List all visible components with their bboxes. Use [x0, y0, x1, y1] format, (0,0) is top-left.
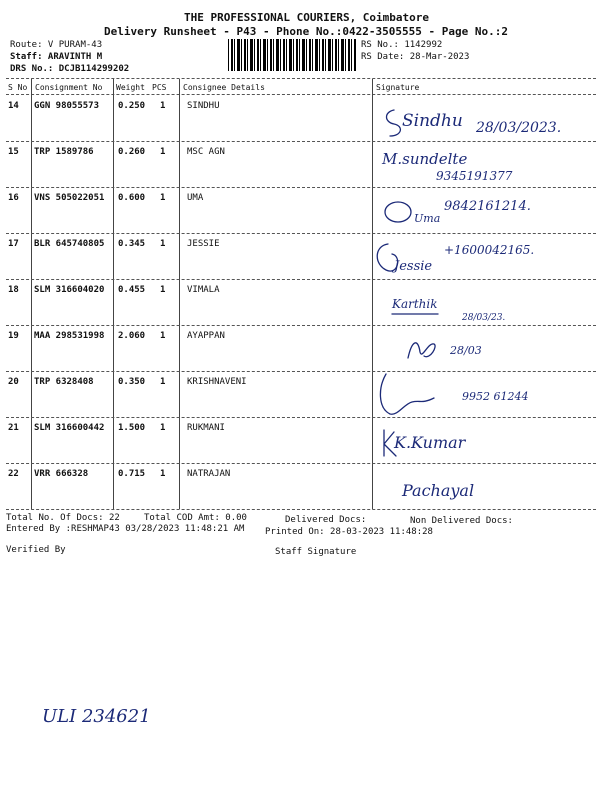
row-sno: 20	[8, 377, 19, 387]
signature-row-20	[376, 368, 590, 418]
row-weight: 0.250	[118, 101, 146, 111]
signature-note: 28/03/2023.	[476, 120, 562, 136]
column-divider	[31, 79, 32, 509]
row-sno: 14	[8, 101, 19, 111]
row-consignment-no: TRP 1589786	[34, 147, 94, 157]
company-title: THE PROFESSIONAL COURIERS, Coimbatore	[184, 11, 430, 24]
row-sno: 17	[8, 239, 19, 249]
signature-name: Pachayal	[402, 481, 475, 500]
signature-note: +1600042165.	[444, 243, 535, 257]
signature-note: 9952 61244	[462, 390, 529, 403]
total-cod-amount: Total COD Amt: 0.00	[144, 513, 247, 523]
row-pcs: 1	[160, 377, 166, 387]
row-weight: 1.500	[118, 423, 146, 433]
row-divider	[6, 141, 596, 142]
row-consignee: SINDHU	[187, 101, 220, 111]
signature-row-18	[390, 284, 590, 326]
row-sno: 21	[8, 423, 19, 433]
row-consignee: RUKMANI	[187, 423, 225, 433]
non-delivered-docs: Non Delivered Docs:	[410, 516, 513, 526]
row-pcs: 1	[160, 285, 166, 295]
col-header-consignee: Consignee Details	[183, 83, 265, 92]
row-weight: 0.350	[118, 377, 146, 387]
row-consignment-no: VRR 666328	[34, 469, 89, 479]
row-sno: 16	[8, 193, 19, 203]
row-weight: 0.455	[118, 285, 146, 295]
row-sno: 22	[8, 469, 19, 479]
signature-row-22	[400, 466, 590, 510]
table-top-divider	[6, 78, 596, 79]
row-pcs: 1	[160, 101, 166, 111]
row-consignee: AYAPPAN	[187, 331, 225, 341]
signature-name: Sindhu	[402, 111, 463, 131]
row-pcs: 1	[160, 423, 166, 433]
signature-row-14	[380, 98, 590, 140]
printed-on: Printed On: 28-03-2023 11:48:28	[265, 527, 433, 537]
col-header-pcs: PCS	[152, 83, 167, 92]
handwritten-note	[40, 696, 200, 732]
route-label: Route: V PURAM-43	[10, 40, 103, 50]
col-header-sno: S No	[8, 83, 28, 92]
rs-date: RS Date: 28-Mar-2023	[361, 52, 470, 62]
row-sno: 19	[8, 331, 19, 341]
signature-note: 28/03/23.	[462, 313, 506, 323]
row-consignment-no: BLR 645740805	[34, 239, 105, 249]
signature-name: Jessie	[394, 259, 433, 274]
signature-row-15	[380, 144, 590, 186]
column-divider	[113, 79, 114, 509]
row-consignment-no: SLM 316604020	[34, 285, 105, 295]
row-consignee: VIMALA	[187, 285, 220, 295]
drs-number: DRS No.: DCJB114299202	[10, 64, 130, 74]
verified-by: Verified By	[6, 545, 66, 555]
row-consignee: KRISHNAVENI	[187, 377, 247, 387]
col-header-weight: Weight	[116, 83, 145, 92]
signature-row-17	[372, 236, 590, 278]
table-header-divider	[6, 94, 596, 95]
row-consignee: UMA	[187, 193, 204, 203]
row-consignment-no: GGN 98055573	[34, 101, 100, 111]
row-weight: 0.260	[118, 147, 146, 157]
row-pcs: 1	[160, 239, 166, 249]
row-divider	[6, 187, 596, 188]
col-header-signature: Signature	[376, 83, 420, 92]
runsheet-subtitle: Delivery Runsheet - P43 - Phone No.:0422-3505555 - Page No.:2	[104, 25, 508, 38]
entered-by: Entered By :RESHMAP43 03/28/2023 11:48:21 AM	[6, 524, 245, 534]
signature-name: M.sundelte	[382, 150, 468, 168]
row-consignment-no: SLM 316600442	[34, 423, 105, 433]
signature-name: Uma	[414, 212, 441, 225]
signature-note: 9345191377	[436, 169, 513, 183]
row-weight: 0.600	[118, 193, 146, 203]
signature-row-21	[378, 420, 590, 464]
total-docs: Total No. Of Docs: 22	[6, 513, 120, 523]
signature-note: 9842161214.	[444, 199, 531, 214]
row-pcs: 1	[160, 147, 166, 157]
row-weight: 0.345	[118, 239, 146, 249]
signature-name: Karthik	[392, 297, 438, 311]
row-pcs: 1	[160, 469, 166, 479]
delivered-docs: Delivered Docs:	[285, 515, 367, 525]
row-consignee: JESSIE	[187, 239, 220, 249]
signature-row-16	[380, 190, 590, 232]
row-pcs: 1	[160, 331, 166, 341]
signature-row-19	[400, 330, 580, 372]
barcode-image	[228, 39, 356, 71]
row-consignment-no: MAA 298531998	[34, 331, 105, 341]
row-consignment-no: VNS 505022051	[34, 193, 105, 203]
col-header-consignment: Consignment No	[35, 83, 103, 92]
handwritten-note-text: ULI 234621	[42, 706, 151, 727]
column-divider	[372, 79, 373, 509]
row-divider	[6, 233, 596, 234]
signature-name: K.Kumar	[394, 433, 466, 452]
staff-signature-label: Staff Signature	[275, 547, 357, 557]
column-divider	[179, 79, 180, 509]
row-consignee: MSC AGN	[187, 147, 225, 157]
row-consignee: NATRAJAN	[187, 469, 231, 479]
row-weight: 2.060	[118, 331, 146, 341]
row-sno: 18	[8, 285, 19, 295]
row-pcs: 1	[160, 193, 166, 203]
signature-note: 28/03	[450, 344, 482, 357]
staff-label: Staff: ARAVINTH M	[10, 52, 103, 62]
row-consignment-no: TRP 6328408	[34, 377, 94, 387]
row-weight: 0.715	[118, 469, 146, 479]
row-sno: 15	[8, 147, 19, 157]
row-divider	[6, 279, 596, 280]
rs-number: RS No.: 1142992	[361, 40, 443, 50]
